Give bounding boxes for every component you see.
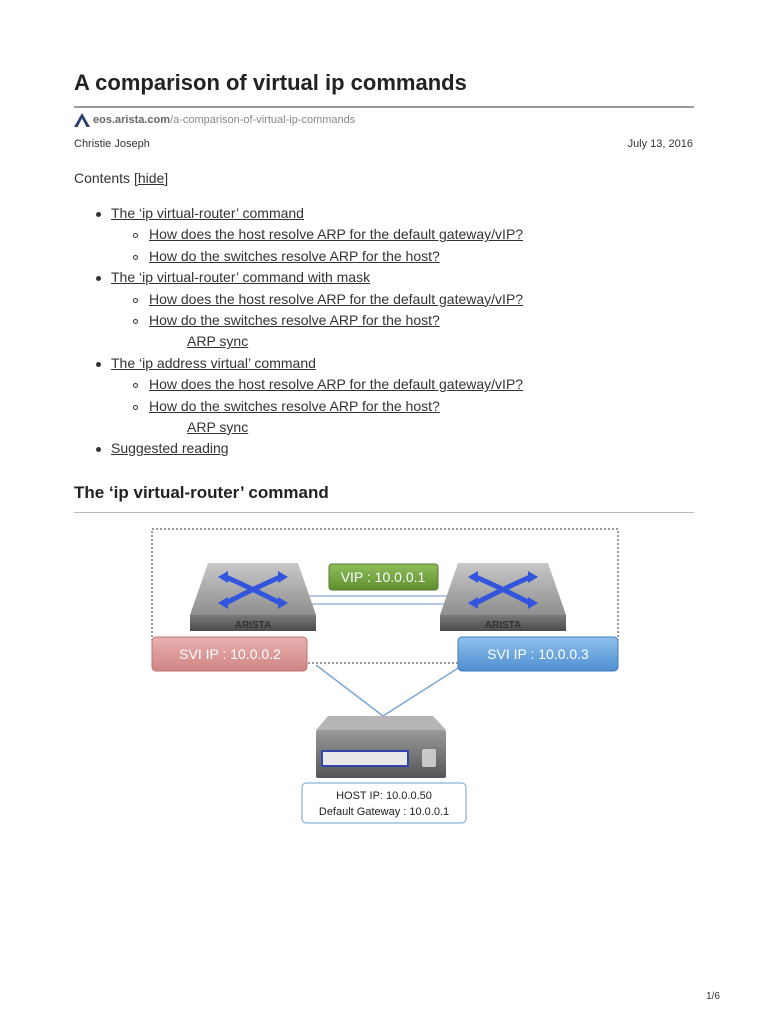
bullet-disc-icon	[96, 276, 101, 281]
toc-item	[149, 376, 523, 392]
arista-logo-icon	[74, 113, 90, 127]
contents-bracket-close: ]	[164, 170, 169, 186]
contents-header	[74, 170, 168, 186]
toc-link[interactable]: How does the host resolve ARP for the default gateway/vIP?	[149, 290, 524, 307]
page-number: 1/6	[706, 991, 720, 1002]
publish-date: July 13, 2016	[627, 138, 693, 150]
bullet-circle-icon	[133, 255, 138, 260]
bullet-circle-icon	[133, 233, 138, 238]
toc-link[interactable]: ARP sync	[187, 419, 249, 435]
contents-bracket-open: [	[133, 170, 138, 186]
toc-item	[149, 226, 523, 242]
toc-link[interactable]: How do the switches resolve ARP for the host?	[149, 312, 440, 328]
bullet-circle-icon	[133, 405, 138, 410]
toc-item	[149, 398, 440, 414]
toc-item	[187, 419, 248, 435]
toc-item	[111, 440, 229, 456]
svg-text:SVI IP : 10.0.0.3: SVI IP : 10.0.0.3	[487, 646, 589, 662]
toc-link[interactable]: The ‘ip virtual-router’ command	[111, 205, 304, 221]
bullet-disc-icon	[96, 447, 101, 452]
toc-link[interactable]: Suggested reading	[111, 440, 229, 457]
toc-link[interactable]: How do the switches resolve ARP for the host?	[149, 247, 440, 264]
vip-badge	[329, 564, 438, 590]
toc-link[interactable]: How does the host resolve ARP for the default gateway/vIP?	[149, 226, 524, 243]
bullet-circle-icon	[133, 319, 138, 324]
bullet-circle-icon	[133, 383, 138, 388]
toc-item	[149, 291, 523, 307]
host-info-box	[302, 783, 466, 823]
section-divider	[74, 512, 694, 513]
left-host-link	[316, 665, 383, 716]
switch-left-brand: ARISTA	[234, 620, 272, 631]
svi-left-badge	[152, 637, 307, 671]
network-diagram	[148, 525, 624, 830]
contents-label: Contents	[74, 170, 131, 186]
title-divider	[74, 106, 694, 108]
svg-text:VIP : 10.0.0.1: VIP : 10.0.0.1	[340, 569, 426, 585]
switch-left-icon	[190, 563, 316, 631]
right-host-link	[383, 665, 463, 716]
bullet-disc-icon	[96, 362, 101, 367]
author-name: Christie Joseph	[74, 138, 150, 150]
source-url[interactable]	[74, 113, 355, 127]
section-heading: The ‘ip virtual-router’ command	[74, 483, 329, 502]
toc-link[interactable]: How does the host resolve ARP for the default gateway/vIP?	[149, 376, 524, 393]
toc-link[interactable]: The ‘ip virtual-router’ command with mask	[111, 269, 371, 286]
source-path: /a-comparison-of-virtual-ip-commands	[170, 114, 356, 126]
page-title: A comparison of virtual ip commands	[74, 70, 467, 95]
switch-right-brand: ARISTA	[484, 620, 522, 631]
toc-item	[149, 248, 440, 264]
server-icon	[316, 716, 446, 778]
toc-item	[111, 355, 316, 371]
toc-item	[187, 333, 248, 349]
bullet-circle-icon	[133, 298, 138, 303]
contents-hide-link[interactable]: hide	[137, 170, 165, 186]
bullet-disc-icon	[96, 212, 101, 217]
svg-text:SVI IP : 10.0.0.2: SVI IP : 10.0.0.2	[179, 646, 281, 662]
toc-item	[149, 312, 440, 328]
source-domain: eos.arista.com	[93, 114, 171, 126]
toc-item	[111, 269, 370, 285]
switch-right-icon	[440, 563, 566, 631]
svi-right-badge	[458, 637, 618, 671]
toc-link[interactable]: ARP sync	[187, 333, 249, 350]
toc-link[interactable]: The ‘ip address virtual’ command	[111, 354, 316, 371]
toc-link[interactable]: How do the switches resolve ARP for the host?	[149, 397, 440, 414]
toc-item	[111, 205, 304, 221]
svg-text:Default Gateway : 10.0.0.1: Default Gateway : 10.0.0.1	[318, 806, 450, 818]
svg-text:HOST IP: 10.0.0.50: HOST IP: 10.0.0.50	[336, 790, 432, 802]
